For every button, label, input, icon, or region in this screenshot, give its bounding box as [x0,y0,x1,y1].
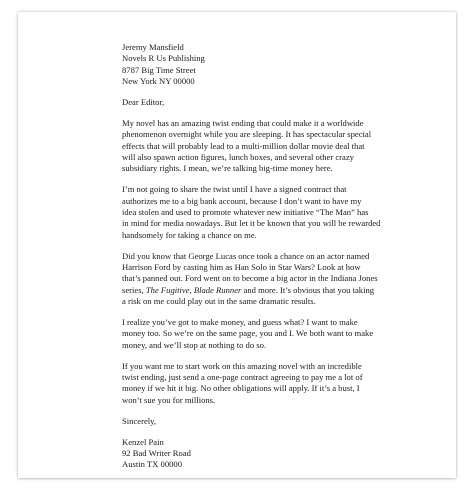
paragraph-3 [122,251,418,307]
salutation: Dear Editor, [122,96,165,107]
sender-street: 92 Bad Writer Road [122,447,191,458]
text-line: effects that will probably lead to a multi-million dollar movie deal that [122,140,365,151]
text-line: authorizes me to a big bank account, because I don’t want to have my [122,195,362,206]
text-line: subsidiary rights. I mean, we’re talking big-time money here. [122,163,333,174]
recipient-company: Novels R Us Publishing [122,53,205,64]
closing: Sincerely, [122,415,157,426]
movie-title: Blade Runner [193,284,242,295]
text-line: idea stolen and used to promote whatever new initiative “The Man” has [122,206,369,217]
recipient-address [122,42,418,87]
text-line: Did you know that George Lucas once took a chance on an actor named [122,250,370,261]
text-line: Harrison Ford by casting him as Han Solo in Star Wars? Look at how [122,261,361,272]
letter-body [122,42,418,480]
text-line: I’m not going to share the twist until I have a signed contract that [122,184,347,195]
recipient-name: Jeremy Mansfield [122,42,184,52]
text-line: money too. So we’re on the same page, you and I. We both want to make [122,328,374,339]
text-line: in mind for media nowadays. But let it be known that you will be rewarded [122,218,381,229]
sender-name: Kenzel Pain [122,436,164,447]
text-line: If you want me to start work on this amazing novel with an incredible [122,360,362,371]
text-line: will also spawn action figures, lunch boxes, and several other crazy [122,151,354,162]
sender-city: Austin TX 00000 [122,459,183,470]
paragraph-5 [122,361,418,406]
text-run: series, [122,284,146,295]
text-run: and more. It’s obvious that you taking [241,284,375,295]
text-line: phenomenon overnight while you are sleeping. It has spectacular special [122,129,372,140]
recipient-street: 8787 Big Time Street [122,64,196,75]
text-line: twist ending, just send a one-page contract agreeing to pay me a lot of [122,371,363,382]
text-line: that’s panned out. Ford went on to become a big actor in the Indiana Jones [122,273,378,284]
sender-address [122,437,418,471]
text-line: a risk on me could play out in the same dramatic results. [122,295,316,306]
text-line: My novel has an amazing twist ending that could make it a worldwide [122,118,364,129]
text-line: money if we hit it big. No other obligations will apply. If it’s a bust, I [122,383,360,394]
movie-title: The Fugitive [145,284,190,295]
paragraph-2 [122,184,418,240]
text-line: I realize you’ve got to make money, and guess what? I want to make [122,316,358,327]
paragraph-4 [122,317,418,351]
paragraph-1 [122,118,418,174]
text-line [122,285,418,296]
letter-page [18,12,456,478]
text-line: won’t sue you for millions. [122,394,216,405]
recipient-city: New York NY 00000 [122,75,195,86]
text-run: , [189,284,194,295]
text-line: money, and we’ll stop at nothing to do so. [122,339,267,350]
text-line: handsomely for taking a chance on me. [122,229,257,240]
